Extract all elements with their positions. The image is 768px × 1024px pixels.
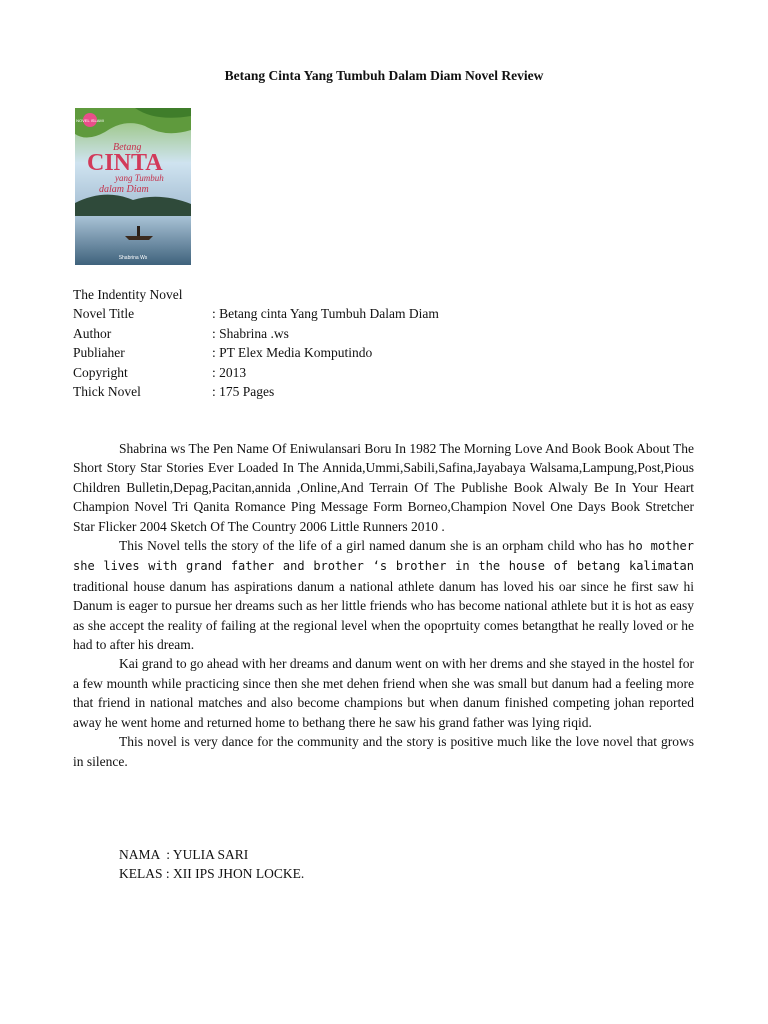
cover-title-cinta: CINTA [87, 150, 163, 176]
document-title: Betang Cinta Yang Tumbuh Dalam Diam Novel Review [224, 68, 544, 83]
identity-label: Novel Title [73, 306, 135, 322]
identity-value: : Betang cinta Yang Tumbuh Dalam Diam [212, 306, 439, 322]
cover-title-line4: dalam Diam [99, 184, 149, 195]
identity-row [73, 324, 693, 343]
cover-title-line3: yang Tumbuh [115, 173, 164, 183]
identity-value: : PT Elex Media Komputindo [212, 345, 373, 361]
book-cover-image [75, 108, 191, 265]
paragraph-author-bio: Shabrina ws The Pen Name Of Eniwulansari Boru In 1982 The Morning Love And Book Book About The Short Story Star Stories Ever Loaded In The Annida,Ummi,Sabili,Safina,Jayabaya Walsama,Lampung,Post,Pious Children Bulletin,Depag,Pacitan,annida ,Online,And Terrain Of The Publishe Book Alwaly Be In Your Heart Champion Novel Tri Qanita Romance Ping Message Form Borneo,Champion Novel One Days Book Stretcher Star Flicker 2004 Sketch Of The Country 2006 Little Runners 2010 . [73, 441, 694, 534]
identity-value: : Shabrina .ws [212, 325, 289, 341]
student-class: KELAS : XII IPS JHON LOCKE. [119, 866, 305, 882]
novel-identity-section [73, 285, 693, 401]
paragraph-synopsis-continued: Kai grand to go ahead with her dreams and danum went on with her drems and she stayed in the hostel for a few mounth while practicing since then she met dehen friend when she was small but danum had a feeling more that friend in national matches and also become champions but when danum finished competing johan reported away he went home and returned home to bethang there he saw his grand father was lying riqid. [73, 656, 694, 730]
identity-value: : 175 Pages [212, 384, 275, 400]
identity-row [73, 304, 693, 323]
identity-label: Publiaher [73, 345, 125, 361]
synopsis-line-3: traditional house danum has aspirations danum a national athlete danum has loved his oar since he first saw hi Danum is eager to pursue her dreams such as her little friends who has become national athlete but it is hot as easy as she accept the reality of failing at the regional level when the opoprtuity comes betangthat he really loved or he had to after his dream. [73, 578, 694, 653]
cover-title-betang: Betang [113, 142, 142, 153]
student-signature [119, 845, 304, 884]
identity-label: Copyright [73, 364, 128, 380]
paragraph-synopsis-intro [73, 536, 694, 654]
cover-author: Shabrina Ws [118, 255, 148, 261]
review-body [73, 439, 694, 771]
identity-value: : 2013 [212, 364, 247, 380]
identity-label: Author [73, 325, 112, 341]
identity-heading: The Indentity Novel [73, 287, 183, 302]
cover-badge: NOVEL ISLAMI [76, 118, 104, 123]
identity-row [73, 382, 693, 401]
identity-row [73, 343, 693, 362]
synopsis-line-1: This Novel tells the story of the life of a girl named danum she is an orpham child who has [119, 538, 625, 554]
student-name: NAMA : YULIA SARI [119, 847, 249, 862]
identity-row [73, 363, 693, 382]
paragraph-conclusion: This novel is very dance for the community and the story is positive much like the love novel that grows in silence. [73, 734, 694, 769]
identity-label: Thick Novel [73, 384, 141, 400]
synopsis-line-2: ho mother she lives with grand father and brother ‘s brother in the house of betang kalimatan [73, 539, 694, 574]
